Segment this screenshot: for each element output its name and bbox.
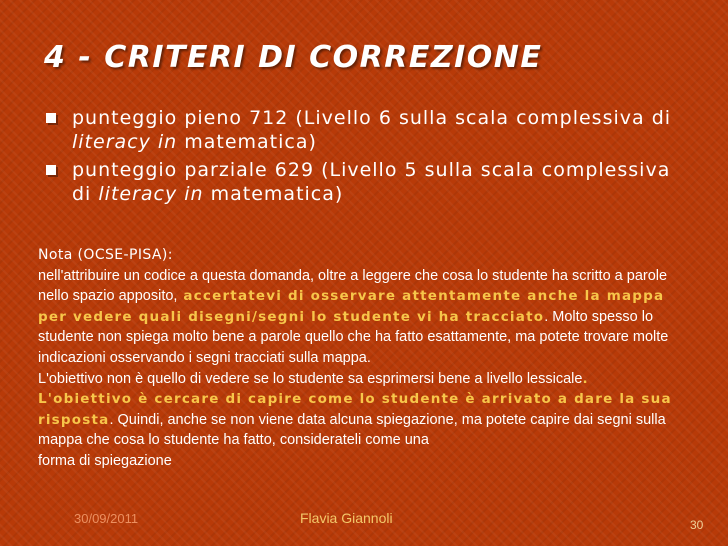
square-bullet-icon	[46, 113, 56, 123]
bullet-text-end: matematica)	[203, 183, 344, 205]
slide-title: 4 - CRITERI DI CORREZIONE	[44, 40, 543, 75]
note-text: L'obiettivo non è quello di vedere se lo studente sa esprimersi bene a livello lessicale	[38, 370, 583, 387]
footer-date: 30/09/2011	[74, 511, 139, 526]
note-paragraph-1	[38, 266, 688, 369]
note-block	[38, 245, 688, 472]
page-number: 30	[690, 518, 704, 532]
bullet-item	[44, 158, 684, 206]
bullet-text-end: matematica)	[177, 131, 317, 153]
bullet-list	[44, 106, 684, 210]
note-heading: Nota (OCSE-PISA):	[38, 247, 173, 263]
note-text: . Quindi, anche se non viene data alcuna spiegazione, ma potete capire dai segni sulla mappa che cosa lo studente ha fatto, considerateli come una	[38, 411, 666, 449]
footer-author: Flavia Giannoli	[300, 510, 393, 526]
note-text: forma di spiegazione	[38, 452, 172, 469]
bullet-emphasis: literacy in	[98, 183, 204, 205]
note-text: nell'attribuire un codice a questa domanda, oltre a leggere che cosa lo studente ha scritto a parole nello spazio apposito,	[38, 267, 668, 305]
note-highlight-map: accertatevi di osservare attentamente anche la mappa per vedere quali disegni/segni lo studente vi ha tracciato	[38, 288, 665, 325]
bullet-text: punteggio pieno 712 (Livello 6 sulla scala complessiva di	[72, 107, 672, 129]
note-paragraph-2	[38, 369, 688, 451]
bullet-item	[44, 106, 684, 154]
bullet-emphasis: literacy in	[72, 131, 178, 153]
note-highlight-goal: . L'obiettivo è cercare di capire come lo studente è arrivato a dare la sua risposta	[38, 370, 672, 428]
square-bullet-icon	[46, 165, 56, 175]
note-text: . Molto spesso lo studente non spiega molto bene a parole quello che ha fatto esattamente, ma potete trovare molte indicazioni osservando i segni tracciati sulla mappa.	[38, 308, 669, 366]
bullet-text: punteggio parziale 629 (Livello 5 sulla scala complessiva di	[72, 159, 671, 205]
